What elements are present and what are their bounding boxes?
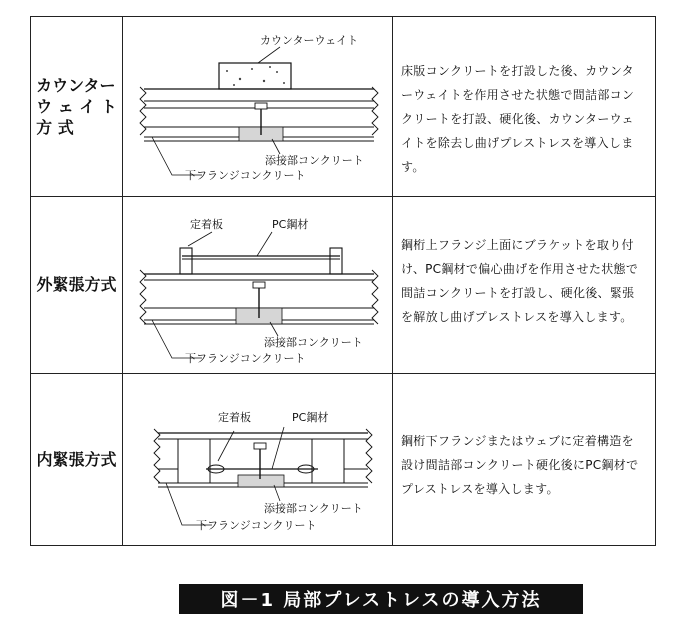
column-divider [392,17,393,545]
description-external: 鋼桁上フランジ上面にブラケットを取り付け、PC鋼材で偏心曲げを作用させた状態で間詰コンクリートを打設し、硬化後、緊張を解放し曲げプレストレスを導入します。 [401,238,639,324]
label-lower-flange-concrete: 下フランジコンクリート [196,519,317,532]
method-name-external: 外緊張方式 [36,275,117,294]
figure-caption: 図－1 局部プレストレスの導入方法 [179,584,583,614]
label-joint-concrete: 添接部コンクリート [264,502,363,515]
label-pc-steel: PC鋼材 [272,218,309,231]
method-line: ウ ェ イ ト [36,97,117,116]
method-line: カウンター [36,76,116,95]
method-name-counterweight [31,17,122,196]
description-internal: 鋼桁下フランジまたはウェブに定着構造を設け間詰部コンクリート硬化後にPC鋼材でプレストレスを導入します。 [401,434,639,496]
method-table [30,16,656,546]
diagram-external [122,196,392,373]
joint-concrete [238,475,284,487]
label-lower-flange-concrete: 下フランジコンクリート [185,352,306,365]
diagram-counterweight [122,17,392,196]
label-joint-concrete: 添接部コンクリート [265,154,364,167]
label-pc-steel: PC鋼材 [292,411,329,424]
method-line: 方 式 [36,118,74,137]
description-counterweight: 床版コンクリートを打設した後、カウンターウェイトを作用させた状態で間詰部コンクリートを打設、硬化後、カウンターウェイトを除去し曲げプレストレスを導入します。 [401,64,635,174]
label-anchor-plate: 定着板 [190,218,223,231]
diagram-internal [122,373,392,545]
label-lower-flange-concrete: 下フランジコンクリート [185,169,306,182]
label-counterweight: カウンターウェイト [260,34,359,47]
counterweight-block [219,63,291,89]
method-name-internal: 内緊張方式 [36,449,117,469]
label-anchor-plate: 定着板 [218,411,251,424]
label-joint-concrete: 添接部コンクリート [264,336,363,349]
